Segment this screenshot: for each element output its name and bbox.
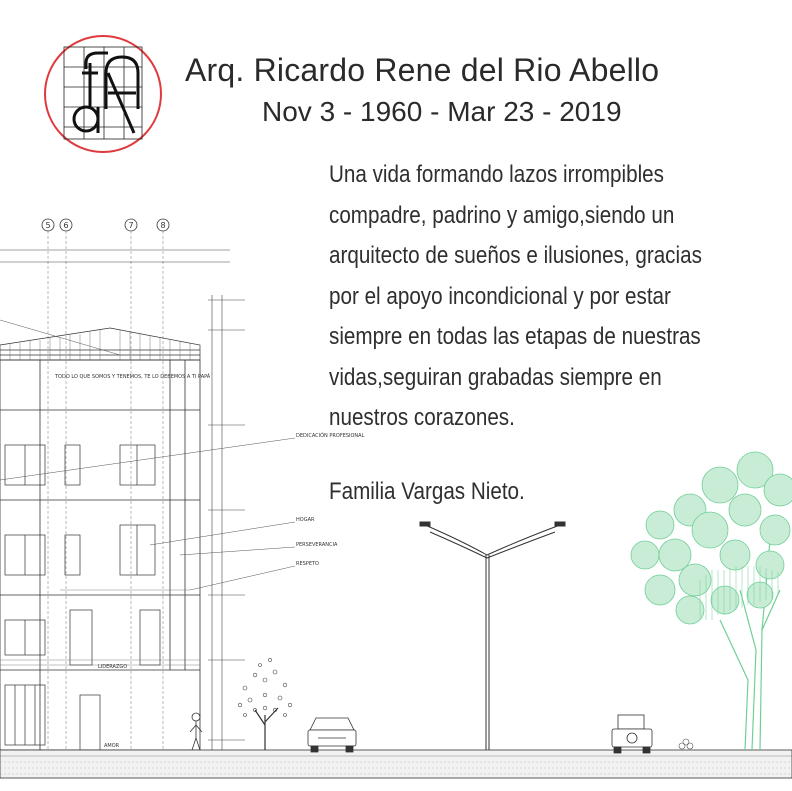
- small-bush: [679, 739, 693, 749]
- drawing-label-amor: AMOR: [104, 743, 120, 749]
- architect-monogram-logo: [42, 33, 164, 155]
- tribute-line: vidas,seguiran grabadas siempre en: [329, 363, 662, 391]
- roof-hatch: [10, 330, 190, 360]
- street-lamp: [420, 522, 565, 750]
- axis-marker-label: 6: [63, 221, 69, 230]
- drawing-labels: [54, 373, 365, 749]
- ground: [0, 750, 792, 778]
- architect-name: Arq. Ricardo Rene del Rio Abello: [185, 52, 660, 88]
- leader-lines: [0, 320, 295, 590]
- building-elevation-drawing: [0, 210, 792, 791]
- tribute-line: arquitecto de sueños e ilusiones, gracias: [329, 242, 702, 269]
- drawing-label-respeto: RESPETO: [296, 561, 319, 567]
- tribute-line: compadre, padrino y amigo,siendo un: [329, 201, 675, 229]
- windows: [5, 445, 160, 750]
- tribute-line: nuestros corazones.: [329, 404, 515, 431]
- car-front-view: [308, 718, 356, 752]
- building-body: [0, 360, 200, 750]
- drawing-label-liderazgo: LIDERAZGO: [98, 664, 128, 670]
- life-dates: Nov 3 - 1960 - Mar 23 - 2019: [262, 96, 622, 127]
- axis-marker-label: 5: [45, 221, 51, 230]
- axis-marker-label: 8: [160, 221, 166, 230]
- dotted-tree: [238, 658, 292, 750]
- family-signature: Familia Vargas Nieto.: [329, 478, 525, 505]
- jeep-front-view: [612, 715, 652, 753]
- drawing-label-perseverancia: PERSEVERANCIA: [296, 542, 338, 548]
- drawing-label-profesional: DEDICACIÓN PROFESIONAL: [296, 433, 365, 439]
- tribute-line: siempre en todas las etapas de nuestras: [329, 323, 701, 350]
- drawing-label-hogar: HOGAR: [296, 517, 315, 523]
- green-tree: [631, 452, 792, 750]
- tribute-line: Una vida formando lazos irrompibles: [329, 161, 664, 188]
- drawing-label-quote: TODO LO QUE SOMOS Y TENEMOS, TE LO DEBEMOS A TI PAPÁ: [55, 374, 211, 380]
- tribute-line: por el apoyo incondicional y por estar: [329, 282, 671, 310]
- axis-marker-label: 7: [128, 221, 134, 230]
